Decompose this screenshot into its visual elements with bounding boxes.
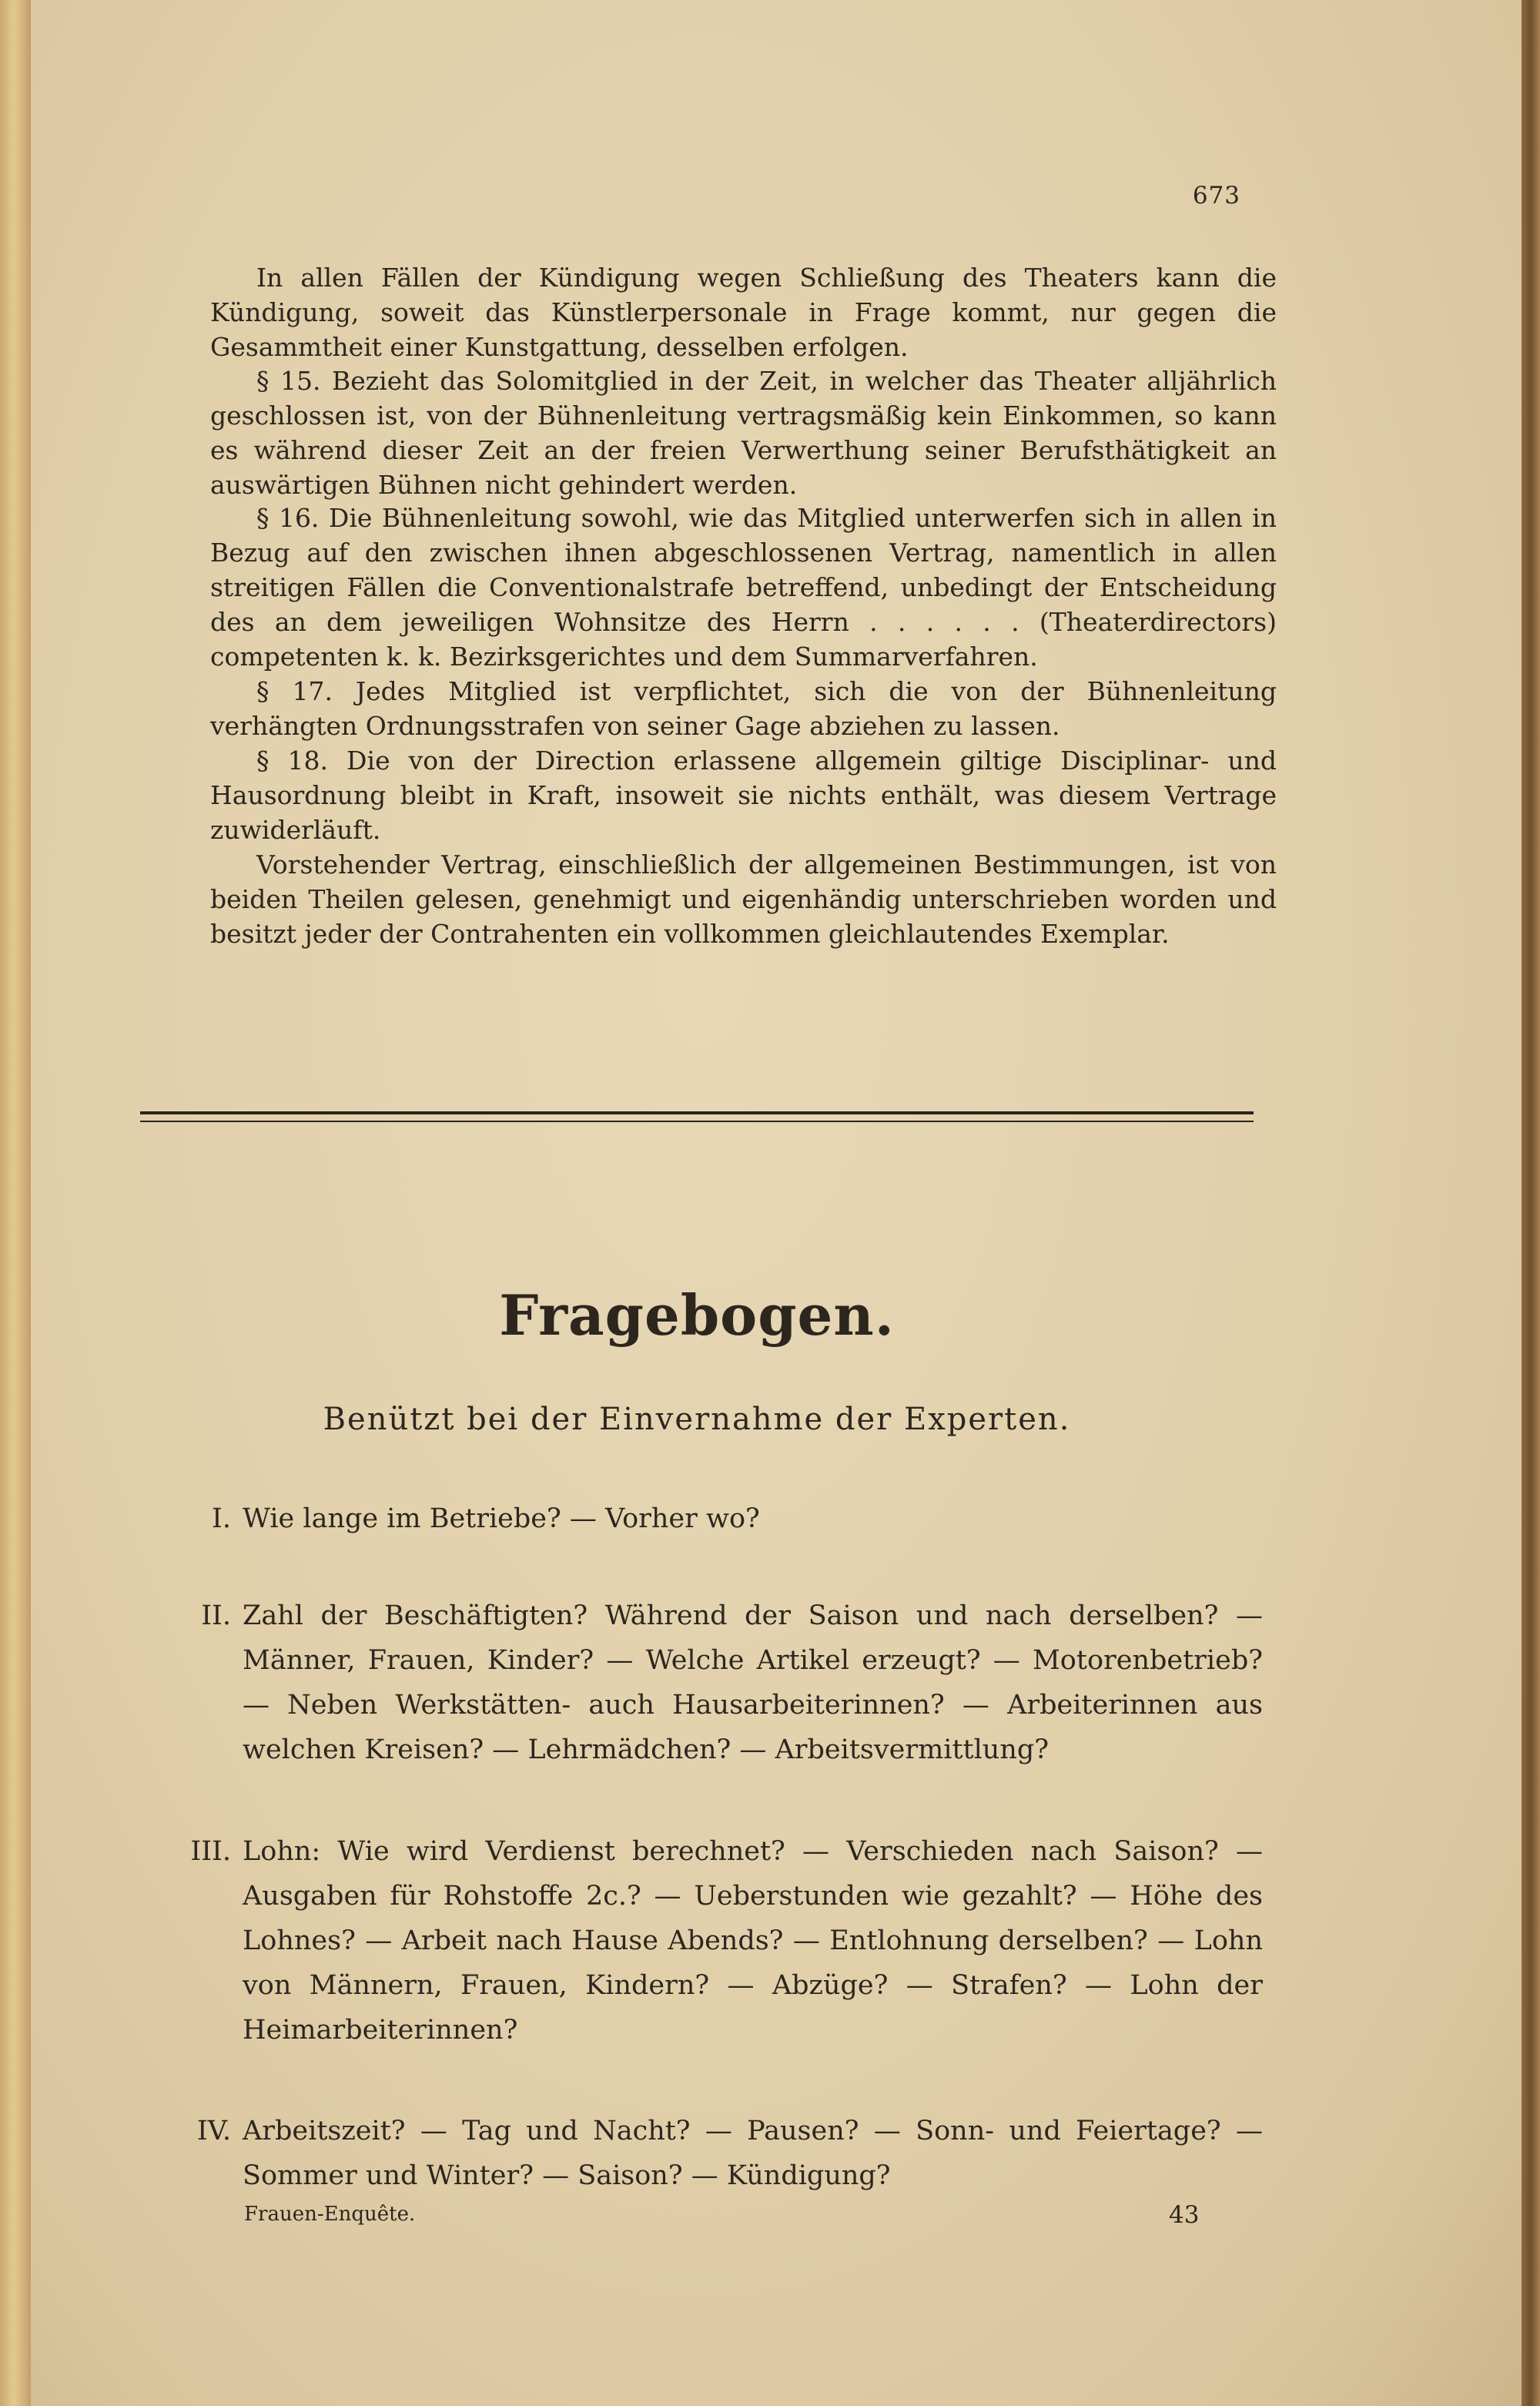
paragraph-section-16	[210, 501, 1277, 674]
question-text: Arbeitszeit? — Tag und Nacht? — Pausen? — Sonn- und Feiertage? — Sommer und Winter? — Saison? — Kündigung?	[243, 2116, 1263, 2191]
paragraph-text: In allen Fällen der Kündigung wegen Schließung des Theaters kann die Kündigung, soweit das Künstlerpersonale in Frage kommt, nur gegen die Gesammtheit einer Kunstgattung, desselben erfolgen.	[210, 263, 1277, 362]
divider-thin	[140, 1121, 1254, 1122]
question-item	[154, 1496, 1263, 1541]
question-number: III.	[190, 1836, 231, 1867]
paragraph-section-18	[210, 743, 1277, 847]
paragraph-section-15	[210, 364, 1277, 502]
question-item	[154, 2109, 1263, 2198]
question-item	[154, 1829, 1263, 2052]
question-text: Wie lange im Betriebe? — Vorher wo?	[243, 1503, 760, 1534]
page-number: 673	[1192, 182, 1240, 209]
book-edge	[1522, 0, 1540, 2406]
paragraph	[210, 260, 1277, 364]
paragraph-text: § 16. Die Bühnenleitung sowohl, wie das Mitglied unterwerfen sich in allen in Bezug auf den zwischen ihnen abgeschlossenen Vertrag, namentlich in allen streitigen Fällen die Conventionalstrafe betreffend, unbedingt der Entscheidung des an dem jeweiligen Wohnsitze des Herrn . . . . . . (Theaterdirectors) competenten k. k. Bezirksgerichtes und dem Summarverfahren.	[210, 503, 1277, 672]
book-spine	[0, 0, 34, 2406]
divider-thick	[140, 1111, 1254, 1114]
question-item	[154, 1593, 1263, 1772]
paragraph-text: Vorstehender Vertrag, einschließlich der allgemeinen Bestimmungen, ist von beiden Theilen gelesen, genehmigt und eigenhändig unterschrieben worden und besitzt jeder der Contrahenten ein vollkommen gleichlautendes Exemplar.	[210, 849, 1277, 949]
question-number: II.	[201, 1600, 231, 1631]
paragraph-text: § 15. Bezieht das Solomitglied in der Zeit, in welcher das Theater alljährlich geschlossen ist, von der Bühnenleitung vertragsmäßig kein Einkommen, so kann es während dieser Zeit an der freien Verwerthung seiner Berufsthätigkeit an auswärtigen Bühnen nicht gehindert werden.	[210, 366, 1277, 500]
question-text: Zahl der Beschäftigten? Während der Saison und nach derselben? — Männer, Frauen, Kinder? — Welche Artikel erzeugt? — Motorenbetrieb? — Neben Werkstätten- auch Hausarbeiterinnen? — Arbeiterinnen aus welchen Kreisen? — Lehrmädchen? — Arbeitsvermittlung?	[243, 1600, 1263, 1765]
paragraph-section-17	[210, 674, 1277, 743]
paragraph-text: § 17. Jedes Mitglied ist verpflichtet, sich die von der Bühnenleitung verhängten Ordnungsstrafen von seiner Gage abziehen zu lassen.	[210, 676, 1277, 741]
paragraph-closing	[210, 847, 1277, 951]
questionnaire-title: Fragebogen.	[499, 1282, 895, 1348]
footer-sheet-number: 43	[1169, 2201, 1200, 2229]
questionnaire-subtitle: Benützt bei der Einvernahme der Experten.	[323, 1402, 1071, 1437]
question-number: IV.	[196, 2116, 231, 2146]
paragraph-text: § 18. Die von der Direction erlassene allgemein giltige Disciplinar- und Hausordnung bleibt in Kraft, insoweit sie nichts enthält, was diesem Vertrage zuwiderläuft.	[210, 746, 1277, 845]
question-number: I.	[212, 1503, 231, 1534]
footer-signature: Frauen-Enquête.	[244, 2203, 416, 2226]
question-text: Lohn: Wie wird Verdienst berechnet? — Verschieden nach Saison? — Ausgaben für Rohstoffe 2c.? — Ueberstunden wie gezahlt? — Höhe des Lohnes? — Arbeit nach Hause Abends? — Entlohnung derselben? — Lohn von Männern, Frauen, Kindern? — Abzüge? — Strafen? — Lohn der Heimarbeiterinnen?	[243, 1836, 1263, 2046]
